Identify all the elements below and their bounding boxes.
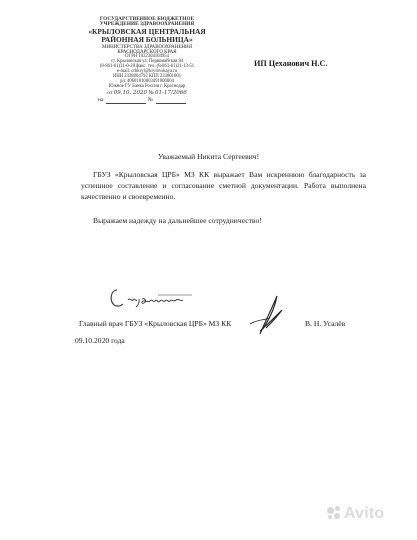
email: e-mail: crbkryl@krylovskaya.ru [116, 69, 178, 75]
avito-watermark [327, 505, 384, 523]
outgoing-number: 01-17/2066 [155, 90, 187, 96]
bank: Южное ГУ Банка России г. Краснодар [108, 84, 186, 90]
letterhead-stamp [88, 17, 206, 104]
signature [246, 294, 286, 336]
address: ст. Крыловская ул. Первомайская 84 [110, 59, 184, 65]
closing-wish: Выражаем надежду на дальнейшее сотрудничество! [93, 216, 262, 225]
recipient: ИП Цеханович Н.С. [254, 59, 328, 68]
on-prefix: на [98, 97, 104, 103]
avito-logo-icon [327, 506, 341, 520]
handwritten-signoff [108, 286, 198, 310]
signatory-position: Главный врач ГБУЗ «Крыловская ЦРБ» МЗ КК [79, 319, 232, 328]
reference-line [88, 98, 206, 104]
inn: ИНН 2338004792 КПП 233801001 [112, 74, 182, 80]
greeting: Уважаемый Никита Сергеевич! [157, 152, 260, 161]
number-sign: № [148, 90, 154, 96]
ogrn: ОГРН 1022304104954 [125, 54, 169, 60]
phone: (8-861-61)31-0-28 факс. тел. (8-861-61)31-13-51 [99, 64, 195, 70]
ministry: МИНИСТЕРСТВА ЗДРАВООХРАНЕНИЯ КРАСНОДАРСКОГО КРАЯ [102, 44, 192, 56]
outgoing-date: 09.10. 2020 [113, 90, 147, 96]
account: р/с 40601810603491000004 [120, 79, 174, 85]
date-prefix: от [107, 90, 113, 96]
org-name: «КРЫЛОВСКАЯ ЦЕНТРАЛЬНАЯ РАЙОННАЯ БОЛЬНИЦА» [88, 27, 206, 45]
watermark-text: Avito [344, 505, 385, 522]
signatory-name: В. Н. Усалёв [305, 319, 346, 328]
on-number-sign: № [147, 97, 154, 103]
org-type: ГОСУДАРСТВЕННОЕ БЮДЖЕТНОЕ УЧРЕЖДЕНИЕ ЗДРАВООХРАНЕНИЯ [99, 16, 195, 28]
letter-body: ГБУЗ «Крыловская ЦРБ» МЗ КК выражает Вам искреннюю благодарность за успешное составление и согласование сметной документации. Работа выполнена качественно и своевременно. [81, 170, 366, 201]
letter-date: 09.10.2020 года [75, 336, 125, 345]
outgoing-date-line [88, 91, 206, 97]
